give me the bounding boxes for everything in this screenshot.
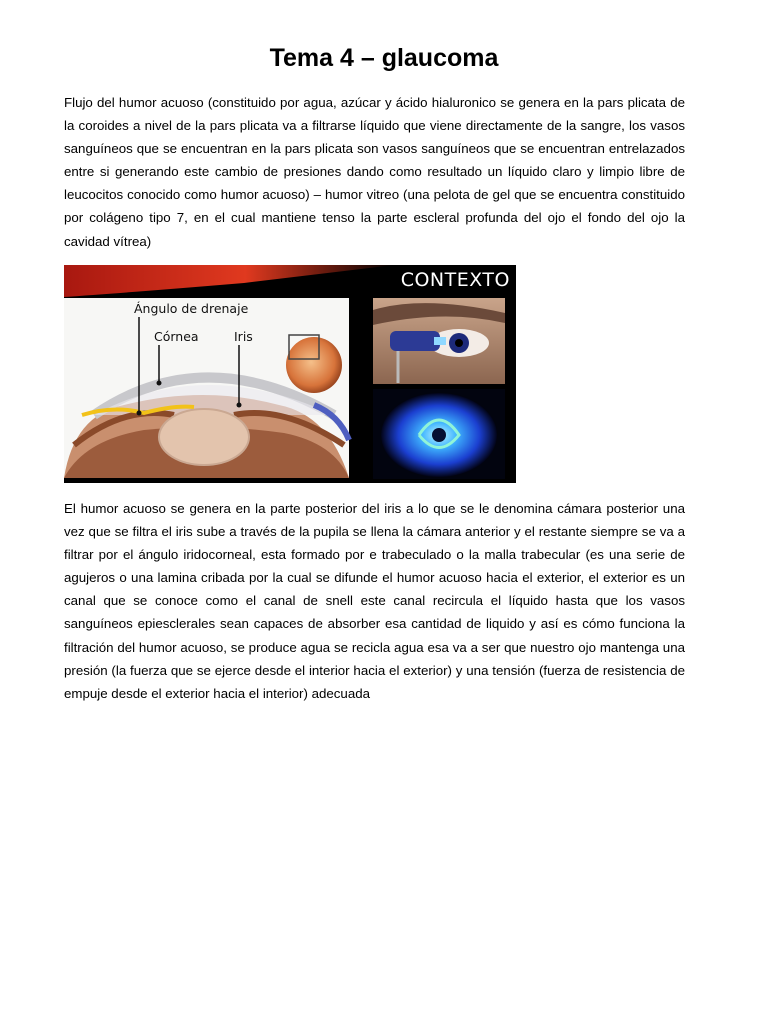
red-banner bbox=[64, 265, 394, 297]
figure-illustration bbox=[64, 265, 516, 483]
paragraph-2: El humor acuoso se genera en la parte posterior del iris a lo que se le denomina cámara posterior una vez que se filtra el iris sube a través de la pupila se llena la cámara anterior y el restante siempre se va a filtrar por el ángulo iridocorneal, esta formado por e trabeculado o la malla trabecular (es una serie de agujeros o una lamina cribada por la cual se difunde el humor acuoso hacia el exterior, el exterior es un canal que se conoce como el canal de snell este canal recircula el líquido hasta que los vasos sanguíneos epiesclerales sean capaces de absorber esa cantidad de liquido y así es cómo funciona la filtración del humor acuoso, se produce agua se recicla agua esa va a ser que nuestro ojo mantenga una presión (la fuerza que se ejerce desde el interior hacia el exterior) y una tensión (fuerza de resistencia de empuje desde el exterior hacia el interior) adecuada bbox=[64, 501, 685, 701]
page-title: Tema 4 – glaucoma bbox=[269, 44, 499, 72]
label-cornea: Córnea bbox=[154, 329, 199, 344]
mini-eyeball bbox=[286, 337, 342, 393]
lens bbox=[159, 409, 249, 465]
contexto-label: CONTEXTO bbox=[400, 269, 510, 291]
tonometer-device bbox=[390, 331, 440, 351]
label-iris: Iris bbox=[234, 329, 253, 344]
glaucoma-figure bbox=[64, 265, 516, 483]
paragraph-1: Flujo del humor acuoso (constituido por agua, azúcar y ácido hialuronico se genera en la pars plicata de la coroides a nivel de la pars plicata va a filtrarse líquido que viene directamente de la sangre, los vasos sanguíneos que se encuentran en la pars plicata son vasos sanguíneos que se encuentran entrelazados entre si generando este cambio de presiones dando como resultado un líquido claro y limpio libre de leucocitos conocido como humor acuoso) – humor vitreo (una pelota de gel que se encuentra constituido por colágeno tipo 7, en el cual mantiene tenso la parte escleral profunda del ojo el fondo del ojo la cavidad vítrea) bbox=[64, 95, 685, 249]
label-drainage-angle: Ángulo de drenaje bbox=[134, 301, 249, 316]
